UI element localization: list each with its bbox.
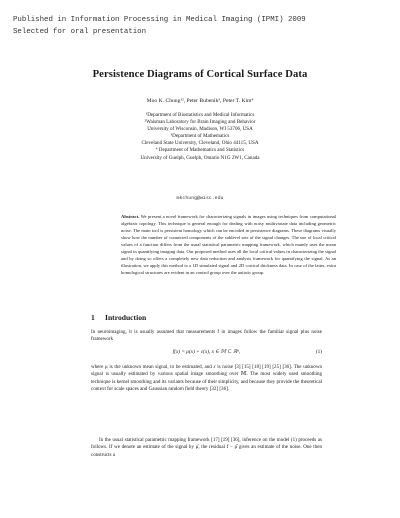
affiliation-line: ⁴ Department of Mathematics and Statistics	[155, 147, 245, 154]
affiliation-line: ¹Department of Biostatistics and Medical Informatics	[145, 112, 255, 118]
affiliation-line: ²Waisman Laboratory for Brain Imaging and Behavior	[144, 119, 256, 126]
affiliations	[0, 112, 400, 162]
abstract-label: Abstract.	[121, 214, 140, 219]
header-venue-line: Published in Information Processing in Medical Imaging (IPMI) 2009	[13, 16, 306, 24]
equation-number: (1)	[315, 349, 322, 355]
equation	[91, 349, 322, 358]
affiliation-line: University of Guelph, Guelph, Ontario N1G 2W1, Canada	[140, 154, 260, 161]
paper-title: Persistence Diagrams of Cortical Surface Data	[92, 69, 308, 80]
affiliation-line: Cleveland State University, Cleveland, Ohio 44115, USA	[141, 140, 259, 147]
paragraph: where μ is the unknown mean signal, to be estimated, and ε is noise [3] [15] [18] [19] [25] [36]. The unknown signal is usually estimated by various spatial image smoothing over 𝕄. The most widely used smoothing technique is kernel smoothing and its variants because of their simplicity, and because they provide the theoretical context for scale spaces and Gaussian random field theory [32] [36].	[91, 364, 322, 393]
section-number: 1	[91, 313, 95, 322]
affiliation-line: University of Wisconsin, Madison, WI 53706, USA	[147, 126, 253, 133]
author-list: Moo K. Chung¹², Peter Bubenik³, Peter T. Kim⁴	[146, 98, 254, 104]
abstract	[121, 214, 336, 277]
abstract-text: We present a novel framework for characterizing signals in images using techniques from computational algebraic topology. This technique is general enough for dealing with noisy multivariate data including geometric noise. The main tool is persistent homology which can be encoded in persistence diagrams. These diagrams visually show how the number of connected components of the sublevel sets of the signal changes. The use of local critical values of a function differs from the usual statistical parametric mapping framework, which mainly uses the mean signal in quantifying imaging data. Our proposed method uses all the local critical values in characterizing the signal and by doing so offers a completely new data reduction and analysis framework for quantifying the signal. As an illustration, we apply this method to a 1D simulated signal and 2D cortical thickness data. In case of the latter, extra homological structures are evident in an control group over the autistic group.	[121, 214, 336, 275]
affiliation-line: ³Department of Mathematics	[170, 133, 230, 140]
equation-expression: f(x) = μ(x) + ε(x), x ∈ 𝕄 ⊂ ℝᵈ,	[172, 349, 241, 355]
section-title: Introduction	[105, 313, 147, 322]
paragraph: In the usual statistical parametric mapping framework [17] [19] [36], inference on the model (1) proceeds as follows. If we denote an estimate of the signal by μ̂, the residual f − μ̂ gives an estimate of the noise. One then constructs a	[91, 437, 322, 458]
header-presentation-line: Selected for oral presentation	[13, 28, 147, 36]
paragraph: In neuroimaging, it is usually assumed that measurements f in images follow the familiar signal plus noise framework	[91, 329, 322, 343]
section-heading	[91, 313, 146, 322]
author-email: mkchung@wisc.edu	[176, 196, 224, 201]
